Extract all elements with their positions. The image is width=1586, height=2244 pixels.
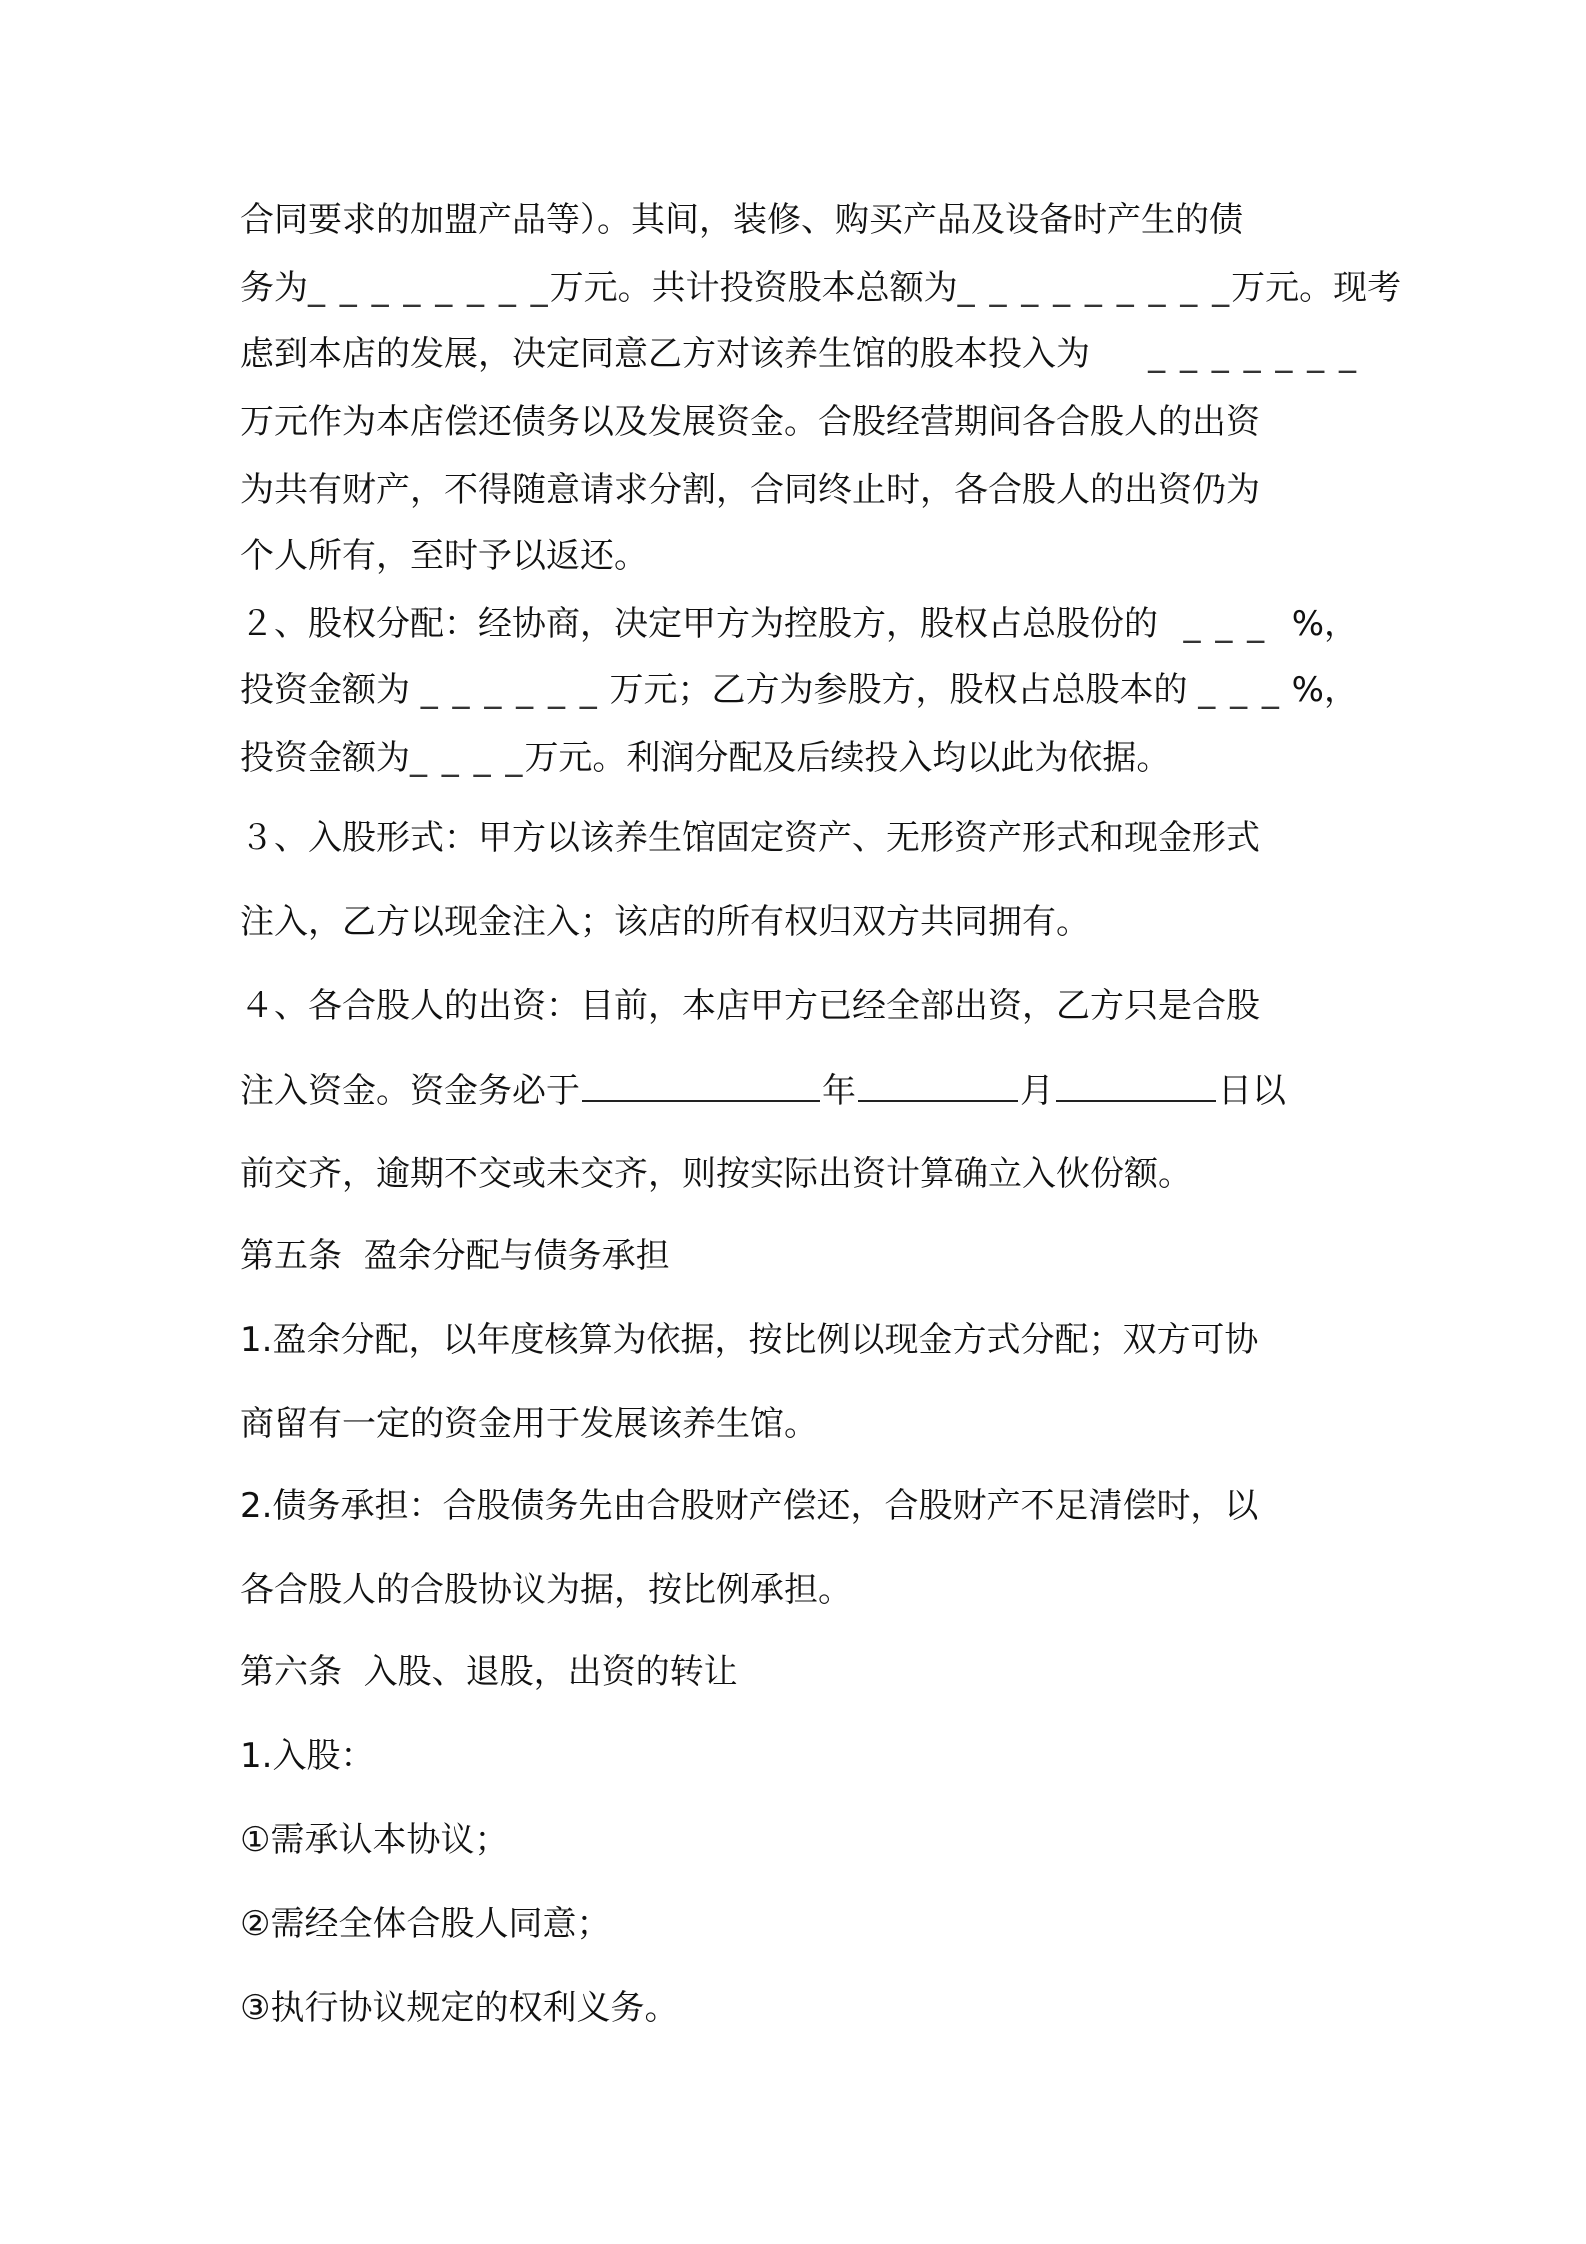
- line-text: ３、入股形式：甲方以该养生馆固定资产、无形资产形式和现金形式: [240, 818, 1260, 858]
- section-title: [240, 1652, 738, 1692]
- paragraph-line: [240, 334, 1358, 374]
- line-text: 月: [1020, 1071, 1054, 1111]
- blank-field: _ _ _ _ _ _ _ _: [308, 268, 550, 308]
- line-text: 日以: [1218, 1071, 1286, 1111]
- paragraph-line: [240, 902, 1090, 942]
- line-text: %，: [1291, 670, 1358, 710]
- line-text: 投资金额为: [240, 738, 410, 778]
- paragraph-line: [240, 986, 1358, 1026]
- blank-field: _ _ _: [1183, 604, 1267, 644]
- line-text: 前交齐，逾期不交或未交齐，则按实际出资计算确立入伙份额。: [240, 1154, 1192, 1194]
- paragraph-line: [240, 1070, 1286, 1110]
- line-text: 万元；乙方为参股方，股权占总股本的: [609, 670, 1188, 710]
- blank-field: _ _ _ _ _ _ _ _ _: [957, 268, 1232, 308]
- list-item: [240, 1820, 508, 1860]
- line-text: 年: [822, 1071, 856, 1111]
- date-day-blank: [1056, 1070, 1216, 1102]
- list-item: [240, 1988, 678, 2028]
- line-text: 1.盈余分配，以年度核算为依据，按比例以现金方式分配；双方可协: [240, 1320, 1259, 1360]
- line-text: 各合股人的合股协议为据，按比例承担。: [240, 1570, 852, 1610]
- paragraph-line: [240, 818, 1358, 858]
- paragraph-line: [240, 402, 1358, 442]
- paragraph-line: [240, 1486, 1358, 1526]
- line-text: 万元。利润分配及后续投入均以此为依据。: [524, 738, 1171, 778]
- line-text: 2.债务承担：合股债务先由合股财产偿还，合股财产不足清偿时，以: [240, 1486, 1259, 1526]
- section-title-text: 第五条 盈余分配与债务承担: [240, 1236, 670, 1276]
- line-text: 为共有财产，不得随意请求分割，合同终止时，各合股人的出资仍为: [240, 470, 1260, 510]
- list-item: [240, 1904, 610, 1944]
- line-text: 万元作为本店偿还债务以及发展资金。合股经营期间各合股人的出资: [240, 402, 1260, 442]
- line-text: 注入，乙方以现金注入；该店的所有权归双方共同拥有。: [240, 902, 1090, 942]
- section-title-text: 第六条 入股、退股，出资的转让: [240, 1652, 738, 1692]
- paragraph-line: [240, 470, 1358, 510]
- paragraph-line: [240, 536, 648, 576]
- paragraph-line: [240, 1404, 818, 1444]
- paragraph-line: [240, 604, 1358, 644]
- paragraph-line: [240, 268, 1402, 308]
- paragraph-line: [240, 670, 1358, 710]
- date-month-blank: [858, 1070, 1018, 1102]
- line-text: 注入资金。资金务必于: [240, 1071, 580, 1111]
- line-text: 投资金额为: [240, 670, 410, 710]
- blank-field: _ _ _: [1198, 670, 1281, 710]
- paragraph-line: [240, 200, 1358, 240]
- line-text: ４、各合股人的出资：目前，本店甲方已经全部出资，乙方只是合股: [240, 986, 1260, 1026]
- line-text: ③执行协议规定的权利义务。: [240, 1988, 679, 2028]
- line-text: ①需承认本协议；: [240, 1820, 509, 1860]
- paragraph-line: [240, 738, 1170, 778]
- line-text: 万元。共计投资股本总额为: [549, 268, 958, 308]
- list-heading: [240, 1736, 374, 1776]
- line-text: ２、股权分配：经协商，决定甲方为控股方，股权占总股份的: [240, 604, 1158, 644]
- line-text: 商留有一定的资金用于发展该养生馆。: [240, 1404, 818, 1444]
- line-text: 务为: [240, 268, 308, 308]
- paragraph-line: [240, 1570, 852, 1610]
- line-text: ②需经全体合股人同意；: [240, 1904, 611, 1944]
- line-text: 个人所有，至时予以返还。: [240, 536, 648, 576]
- blank-field: _ _ _ _ _ _: [420, 670, 599, 710]
- line-text: %，: [1291, 604, 1358, 644]
- blank-field: _ _ _ _: [410, 738, 525, 778]
- date-year-blank: [582, 1070, 820, 1102]
- line-text: 1.入股：: [240, 1736, 375, 1776]
- line-text: 万元。现考: [1231, 268, 1402, 308]
- line-text: 合同要求的加盟产品等）。其间，装修、购买产品及设备时产生的债: [240, 200, 1243, 240]
- line-text: 虑到本店的发展，决定同意乙方对该养生馆的股本投入为: [240, 334, 1090, 374]
- paragraph-line: [240, 1320, 1358, 1360]
- blank-field: _ _ _ _ _ _ _: [1148, 334, 1358, 374]
- section-title: [240, 1236, 670, 1276]
- paragraph-line: [240, 1154, 1192, 1194]
